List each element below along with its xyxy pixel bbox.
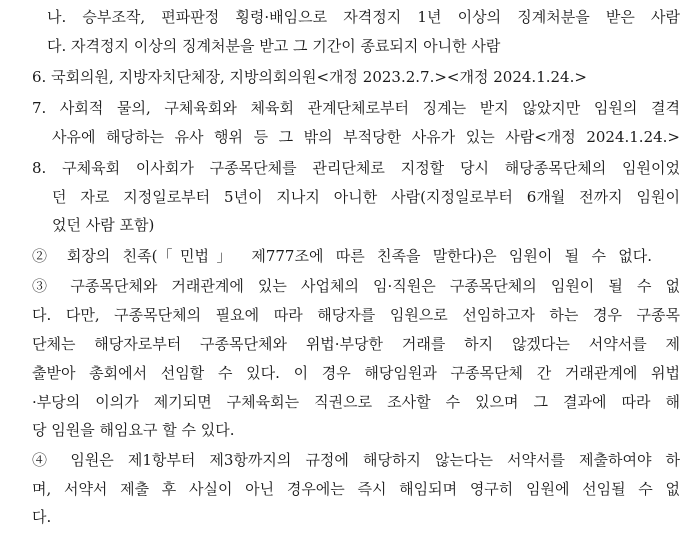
clause-item-8-line-2: 던 자로 지정일로부터 5년이 지나지 아니한 사람(지정일로부터 6개월 전까지 임원이 (52, 188, 680, 206)
clause-item-7-line-1: 7. 사회적 물의, 구체육회와 체육회 관계단체로부터 징계는 받지 않았지만 임원의 결격 (32, 99, 680, 117)
paragraph-3-line-3: 단체는 해당자로부터 구종목단체와 위법·부당한 거래를 하지 않겠다는 서약서를 제 (32, 335, 680, 353)
clause-item-6: 6. 국회의원, 지방자치단체장, 지방의회의원<개정 2023.2.7.><개정 2024.1.24.> (32, 68, 587, 86)
paragraph-3-line-1: ③ 구종목단체와 거래관계에 있는 사업체의 임·직원은 구종목단체의 임원이 될 수 없 (32, 277, 680, 295)
paragraph-4-line-2: 며, 서약서 제출 후 사실이 아닌 경우에는 즉시 해임되며 영구히 임원에 선임될 수 없 (32, 480, 680, 498)
clause-item-7-line-2: 사유에 해당하는 유사 행위 등 그 밖의 부적당한 사유가 있는 사람<개정 2024.1.24.> (52, 128, 680, 146)
clause-item-da: 다. 자격정지 이상의 징계처분을 받고 그 기간이 종료되지 아니한 사람 (47, 37, 501, 55)
paragraph-3-line-6: 당 임원을 해임요구 할 수 있다. (32, 421, 235, 439)
clause-item-na: 나. 승부조작, 편파판정 횡령·배임으로 자격정지 1년 이상의 징계처분을 받은 사람 (47, 8, 680, 26)
paragraph-4-line-1: ④ 임원은 제1항부터 제3항까지의 규정에 해당하지 않는다는 서약서를 제출하여야 하 (32, 451, 680, 469)
clause-item-8-line-1: 8. 구체육회 이사회가 구종목단체를 관리단체로 지정할 당시 해당종목단체의 임원이었 (32, 159, 680, 177)
paragraph-3-line-2: 다. 다만, 구종목단체의 필요에 따라 해당자를 임원으로 선임하고자 하는 경우 구종목 (32, 306, 680, 324)
paragraph-2: ② 회장의 친족(「민법」 제777조에 따른 친족을 말한다)은 임원이 될 수 없다. (32, 247, 652, 265)
paragraph-3-line-4: 출받아 총회에서 선임할 수 있다. 이 경우 해당임원과 구종목단체 간 거래관계에 위법 (32, 364, 680, 382)
paragraph-3-line-5: ·부당의 이의가 제기되면 구체육회는 직권으로 조사할 수 있으며 그 결과에 따라 해 (32, 393, 680, 411)
paragraph-4-line-3: 다. (32, 508, 52, 526)
clause-item-8-line-3: 었던 사람 포함) (52, 216, 155, 234)
